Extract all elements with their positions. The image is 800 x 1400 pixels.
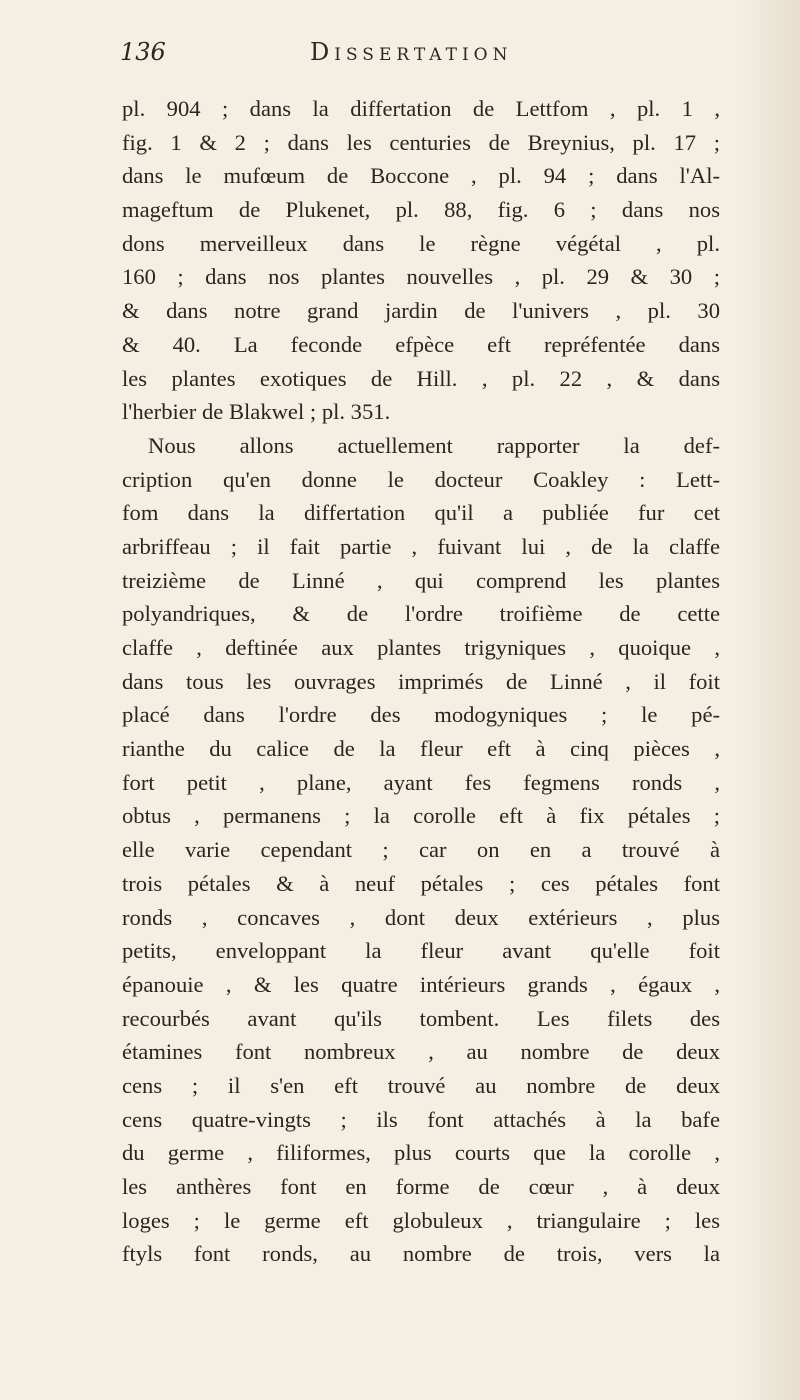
text-line: Nous allons actuellement rapporter la def-: [148, 432, 720, 458]
text-line: épanouie , & les quatre intérieurs grands , égaux ,: [122, 971, 720, 997]
text-line: cens quatre-vingts ; ils font attachés à la bafe: [122, 1106, 720, 1132]
text-line: loges ; le germe eft globuleux , triangulaire ; les: [122, 1207, 720, 1233]
text-line: fom dans la differtation qu'il a publiée fur cet: [122, 500, 720, 526]
text-line: fig. 1 & 2 ; dans les centuries de Breynius, pl. 17 ;: [122, 129, 720, 155]
text-line: rianthe du calice de la fleur eft à cinq pièces ,: [122, 736, 720, 762]
text-line: arbriffeau ; il fait partie , fuivant lui , de la claffe: [122, 533, 720, 559]
text-line: fort petit , plane, ayant fes fegmens ronds ,: [122, 769, 720, 795]
text-line: obtus , permanens ; la corolle eft à fix pétales ;: [122, 803, 720, 829]
text-line: du germe , filiformes, plus courts que la corolle ,: [122, 1140, 720, 1166]
text-line: ronds , concaves , dont deux extérieurs , plus: [122, 904, 720, 930]
text-line: dans le mufœum de Boccone , pl. 94 ; dans l'Al-: [122, 163, 720, 189]
text-line: dons merveilleux dans le règne végétal , pl.: [122, 230, 720, 256]
text-line: & 40. La feconde efpèce eft repréfentée dans: [122, 331, 720, 357]
text-line: cription qu'en donne le docteur Coakley : Lett-: [122, 466, 720, 492]
text-line: étamines font nombreux , au nombre de deux: [122, 1039, 720, 1065]
text-line: ftyls font ronds, au nombre de trois, vers la: [122, 1241, 720, 1267]
running-head: Dissertation: [310, 38, 513, 66]
page-number: 136: [120, 38, 166, 66]
text-line: l'herbier de Blakwel ; pl. 351.: [122, 399, 391, 425]
text-line: 160 ; dans nos plantes nouvelles , pl. 29 & 30 ;: [122, 264, 720, 290]
text-line: treizième de Linné , qui comprend les plantes: [122, 567, 720, 593]
body-text: [122, 92, 720, 1271]
text-line: elle varie cependant ; car on en a trouvé à: [122, 837, 720, 863]
text-line: cens ; il s'en eft trouvé au nombre de deux: [122, 1072, 720, 1098]
text-line: polyandriques, & de l'ordre troifième de cette: [122, 601, 720, 627]
text-line: pl. 904 ; dans la differtation de Lettfom , pl. 1 ,: [122, 96, 720, 121]
text-line: les anthères font en forme de cœur , à deux: [122, 1174, 720, 1199]
text-line: les plantes exotiques de Hill. , pl. 22 , & dans: [122, 365, 720, 391]
text-line: petits, enveloppant la fleur avant qu'elle foit: [122, 938, 720, 964]
text-line: dans tous les ouvrages imprimés de Linné , il foit: [122, 668, 720, 694]
text-line: claffe , deftinée aux plantes trigyniques , quoique ,: [122, 635, 720, 660]
text-line: recourbés avant qu'ils tombent. Les filets des: [122, 1005, 720, 1031]
text-line: placé dans l'ordre des modogyniques ; le pé-: [122, 702, 720, 728]
page-header: [120, 38, 710, 78]
text-line: trois pétales & à neuf pétales ; ces pétales font: [122, 870, 720, 896]
text-line: mageftum de Plukenet, pl. 88, fig. 6 ; dans nos: [122, 197, 720, 223]
text-line: & dans notre grand jardin de l'univers , pl. 30: [122, 298, 720, 324]
